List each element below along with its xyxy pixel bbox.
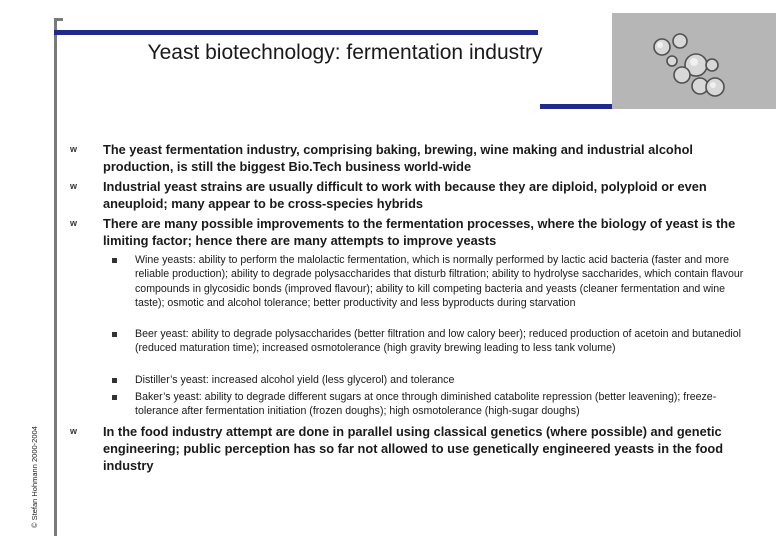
bullet-text: The yeast fermentation industry, comprising baking, brewing, wine making and industrial alcohol production, is still the biggest Bio.Tech business world-wide <box>103 142 693 174</box>
bullet-text: In the food industry attempt are done in parallel using classical genetics (where possible) and genetic engineering; public perception has so far not allowed to use genetically engineered yeasts in the food industry <box>103 424 724 473</box>
left-vertical-rule <box>54 20 57 536</box>
copyright-note: © Stefan Hohmann 2000-2004 <box>30 426 39 528</box>
sub-list-item <box>135 390 745 419</box>
list-item <box>70 215 743 249</box>
sub-bullet-text: Baker’s yeast: ability to degrade different sugars at once through diminished catabolite repression (better leavening); freeze-tolerance after fermentation initiation (frozen doughs); high osmotolerance (high-sugar doughs) <box>135 391 717 418</box>
list-item <box>70 423 743 474</box>
square-bullet-icon <box>112 258 117 263</box>
list-item <box>70 178 743 212</box>
top-title-rule <box>54 30 538 35</box>
diamond-bullet-icon: w <box>70 144 78 154</box>
bullet-text: There are many possible improvements to the fermentation processes, where the biology of yeast is the limiting factor; hence there are many attempts to improve yeasts <box>103 216 736 248</box>
yeast-cells-micrograph <box>612 13 776 109</box>
bullet-text: Industrial yeast strains are usually difficult to work with because they are diploid, polyploid or even aneuploid; many appear to be cross-species hybrids <box>103 179 707 211</box>
diamond-bullet-icon: w <box>70 181 78 191</box>
sub-bullet-text: Distiller’s yeast: increased alcohol yield (less glycerol) and tolerance <box>135 374 455 386</box>
diamond-bullet-icon: w <box>70 426 78 436</box>
sub-list-item <box>135 253 745 311</box>
square-bullet-icon <box>112 395 117 400</box>
sub-bullet-text: Wine yeasts: ability to perform the malolactic fermentation, which is normally performed by lactic acid bacteria (faster and more reliable production); ability to degrade polysaccharides that disturb filtration; ability to hydrolyse saccharides, which contain flavour compounds in glycosidic bonds (improved flavour); ability to kill competing bacteria and yeasts (cleaner fermentation and wine taste); osmotic and alcohol tolerance; better productivity and less byproducts during starvation <box>135 254 744 310</box>
sub-list-item <box>135 373 745 387</box>
sub-list-item <box>135 327 745 356</box>
list-item <box>70 141 743 175</box>
square-bullet-icon <box>112 378 117 383</box>
sub-bullet-text: Beer yeast: ability to degrade polysaccharides (better filtration and low calory beer); reduced production of acetoin and butanediol (reduced maturation time); increased osmotolerance (high gravity brewing leading to less tank volume) <box>135 328 741 355</box>
slide-title: Yeast biotechnology: fermentation industry <box>147 41 543 64</box>
square-bullet-icon <box>112 332 117 337</box>
diamond-bullet-icon: w <box>70 218 78 228</box>
